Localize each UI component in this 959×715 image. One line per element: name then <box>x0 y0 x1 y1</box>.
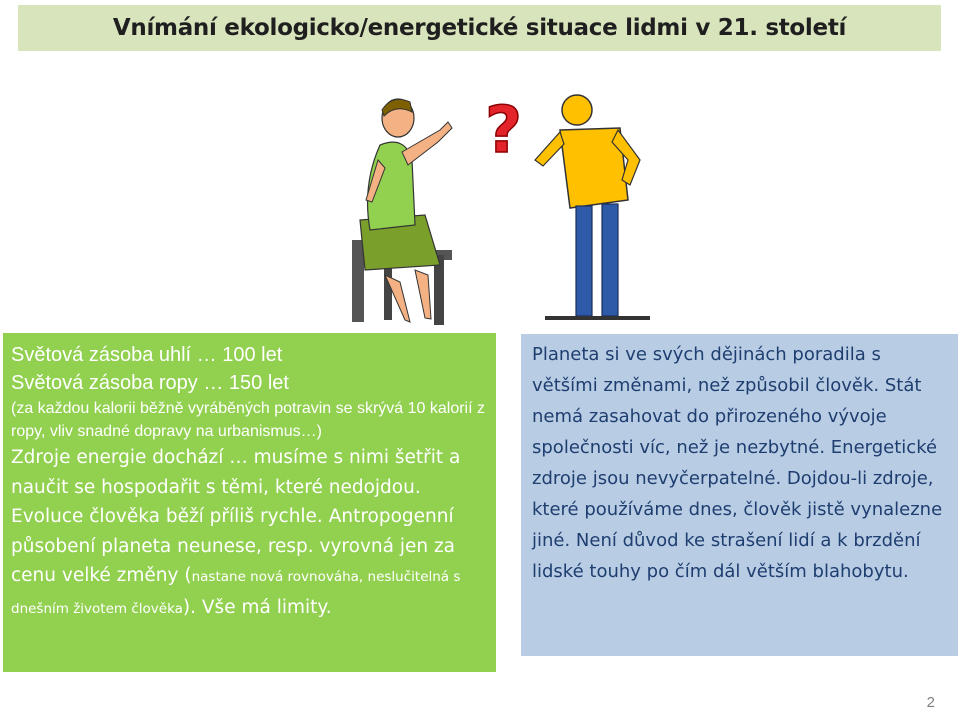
question-man-figure <box>485 94 650 320</box>
green-body-end: ). Vše má limity. <box>182 596 332 618</box>
blue-text-box <box>521 334 958 656</box>
green-paren-open: ( <box>184 565 192 586</box>
slide-title: Vnímání ekologicko/energetické situace lidmi v 21. století <box>112 15 847 41</box>
green-paren-note: nastane nová rovnováha, neslučitelná s dnešním životem člověka <box>11 569 461 617</box>
page-number: 2 <box>926 694 935 711</box>
illustration <box>330 90 670 330</box>
question-mark-icon: ? <box>485 94 523 168</box>
oil-reserves-line: Světová zásoba ropy … 150 let <box>11 372 289 394</box>
green-body-text <box>11 443 488 624</box>
green-text-box <box>3 333 496 672</box>
green-body-main: Zdroje energie dochází … musíme s nimi šetřit a naučit se hospodařit s těmi, které nedojdou. Evoluce člověka běží příliš rychle. Antropogenní působení planeta neunese, resp. vyrovná jen za cenu velké změny <box>11 447 461 586</box>
title-bar <box>18 5 941 51</box>
coal-reserves-line: Světová zásoba uhlí … 100 let <box>11 344 283 366</box>
thinking-woman-figure <box>352 99 452 325</box>
calorie-note: (za každou kalorii běžně vyráběných potravin se skrývá 10 kalorií z ropy, vliv snadné dopravy na urbanismus…) <box>11 400 485 440</box>
blue-body-text: Planeta si ve svých dějinách poradila s většími změnami, než způsobil člověk. Stát nemá zasahovat do přirozeného vývoje společnosti víc, než je nezbytné. Energetické zdroje jsou nevyčerpatelné. Dojdou-li zdroje, které používáme dnes, člověk jistě vynalezne jiné. Není důvod ke strašení lidí a k brzdění lidské touhy po čím dál větším blahobytu. <box>532 344 943 582</box>
